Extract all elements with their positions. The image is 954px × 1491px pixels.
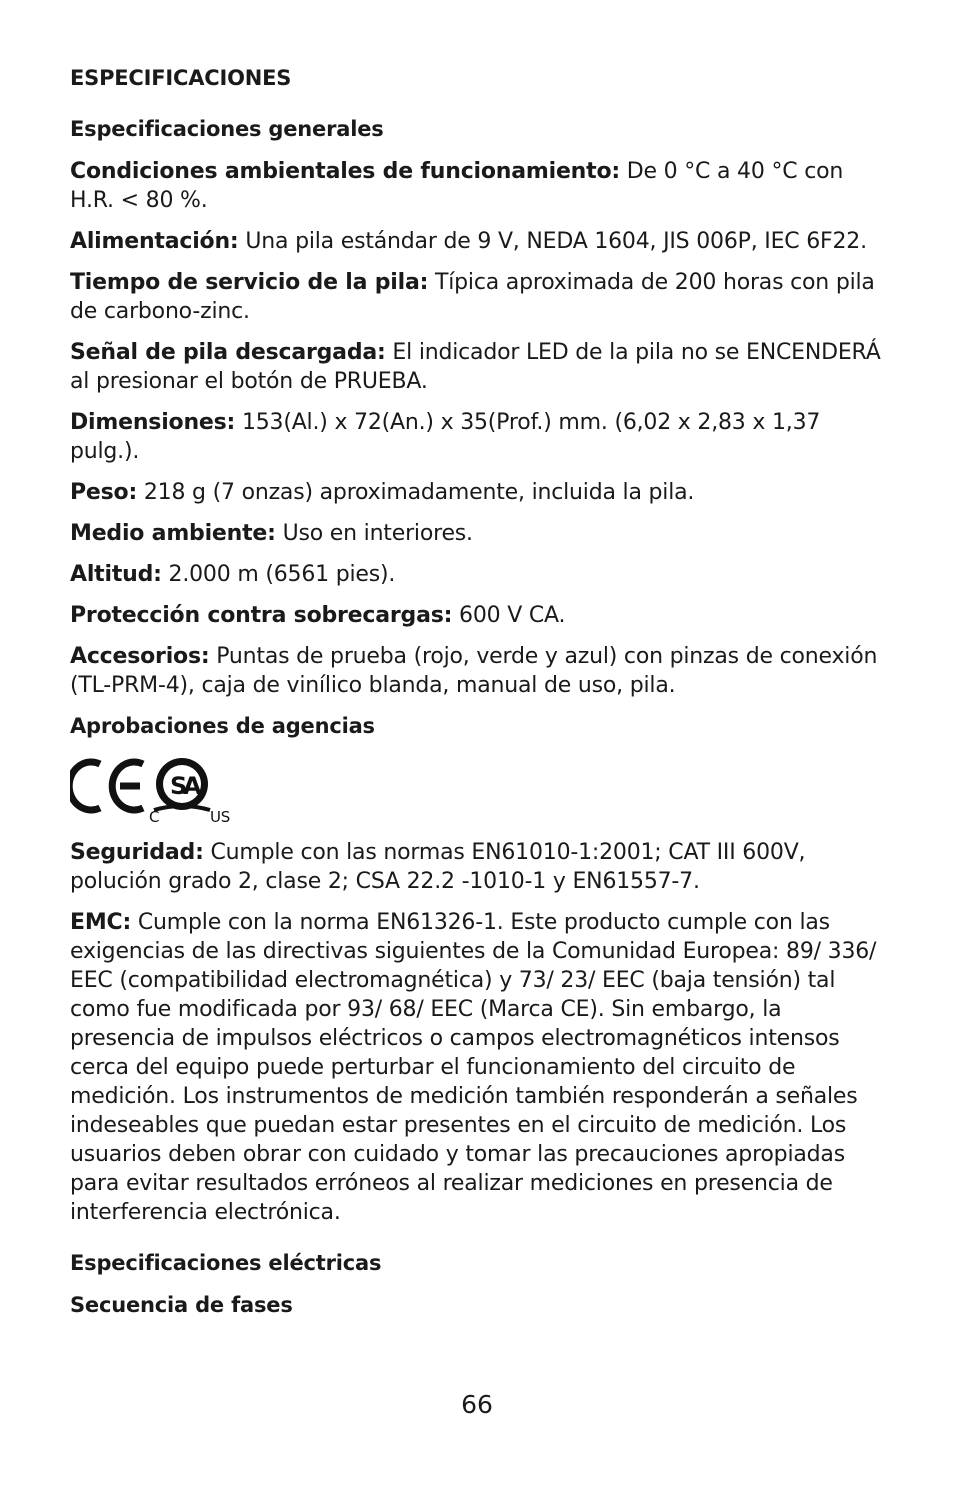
spec-accessories	[70, 642, 890, 700]
svg-text:C: C	[149, 808, 160, 826]
spec-safety	[70, 838, 890, 896]
spec-label: Condiciones ambientales de funcionamiento:	[70, 159, 620, 184]
spec-value: 153(Al.) x 72(An.) x 35(Prof.) mm. (6,02 x 2,83 x 1,37 pulg.).	[70, 410, 821, 464]
spec-operating-conditions	[70, 157, 890, 215]
certification-marks	[70, 754, 890, 836]
approvals-heading: Aprobaciones de agencias	[70, 714, 375, 738]
general-specs-heading: Especificaciones generales	[70, 117, 384, 141]
spec-weight	[70, 478, 890, 507]
spec-label: Altitud:	[70, 562, 162, 587]
spec-value: De 0 °C a 40 °C con H.R. < 80 %.	[70, 159, 844, 213]
spec-power	[70, 227, 890, 256]
spec-value: 600 V CA.	[459, 603, 566, 628]
svg-text:S: S	[170, 772, 188, 800]
spec-label: Seguridad:	[70, 840, 204, 865]
spec-low-battery	[70, 338, 890, 396]
spec-label: Tiempo de servicio de la pila:	[70, 270, 429, 295]
spec-environment	[70, 519, 890, 548]
spec-value: Típica aproximada de 200 horas con pila de carbono-zinc.	[70, 270, 875, 324]
section-title: ESPECIFICACIONES	[70, 66, 292, 90]
spec-label: Peso:	[70, 480, 138, 505]
spec-value: 218 g (7 onzas) aproximadamente, incluida la pila.	[143, 480, 695, 505]
spec-value: Puntas de prueba (rojo, verde y azul) con pinzas de conexión (TL-PRM-4), caja de vinílico blanda, manual de uso, pila.	[70, 644, 878, 698]
spec-label: Accesorios:	[70, 644, 210, 669]
spec-altitude	[70, 560, 890, 589]
spec-label: Alimentación:	[70, 229, 239, 254]
electrical-specs-heading: Especificaciones eléctricas	[70, 1251, 382, 1275]
spec-label: Dimensiones:	[70, 410, 236, 435]
spec-label: Protección contra sobrecargas:	[70, 603, 453, 628]
spec-label: Señal de pila descargada:	[70, 340, 386, 365]
ce-mark-icon	[70, 762, 143, 810]
page-number: 66	[461, 1390, 493, 1419]
spec-emc	[70, 908, 890, 1227]
spec-overload	[70, 601, 890, 630]
svg-text:A: A	[183, 772, 202, 800]
csa-mark-icon	[154, 758, 210, 810]
spec-value: Uso en interiores.	[282, 521, 473, 546]
document-body	[70, 64, 890, 1333]
spec-battery-life	[70, 268, 890, 326]
ce-csa-marks-image	[70, 754, 250, 836]
svg-text:US: US	[210, 808, 231, 826]
spec-value: 2.000 m (6561 pies).	[168, 562, 396, 587]
spec-value: Una pila estándar de 9 V, NEDA 1604, JIS 006P, IEC 6F22.	[245, 229, 867, 254]
phase-sequence-heading: Secuencia de fases	[70, 1293, 293, 1317]
spec-value: Cumple con la norma EN61326-1. Este producto cumple con las exigencias de las directivas siguientes de la Comunidad Europea: 89/ 336/ EEC (compatibilidad electromagnética) y 73/ 23/ EEC (baja tensión) tal como fue modificada por 93/ 68/ EEC (Marca CE). Sin embargo, la presencia de impulsos eléctricos o campos electromagnéticos intensos cerca del equipo puede perturbar el funcionamiento del circuito de medición. Los instrumentos de medición también responderán a señales indeseables que puedan estar presentes en el circuito de medición. Los usuarios deben obrar con cuidado y tomar las precauciones apropiadas para evitar resultados erróneos al realizar mediciones en presencia de interferencia electrónica.	[70, 910, 877, 1225]
spec-value: Cumple con las normas EN61010-1:2001; CAT III 600V, polución grado 2, clase 2; CSA 22.2 -1010-1 y EN61557-7.	[70, 840, 806, 894]
spec-dimensions	[70, 408, 890, 466]
spec-label: EMC:	[70, 910, 132, 935]
spec-value: El indicador LED de la pila no se ENCENDERÁ al presionar el botón de PRUEBA.	[70, 340, 881, 394]
spec-label: Medio ambiente:	[70, 521, 276, 546]
